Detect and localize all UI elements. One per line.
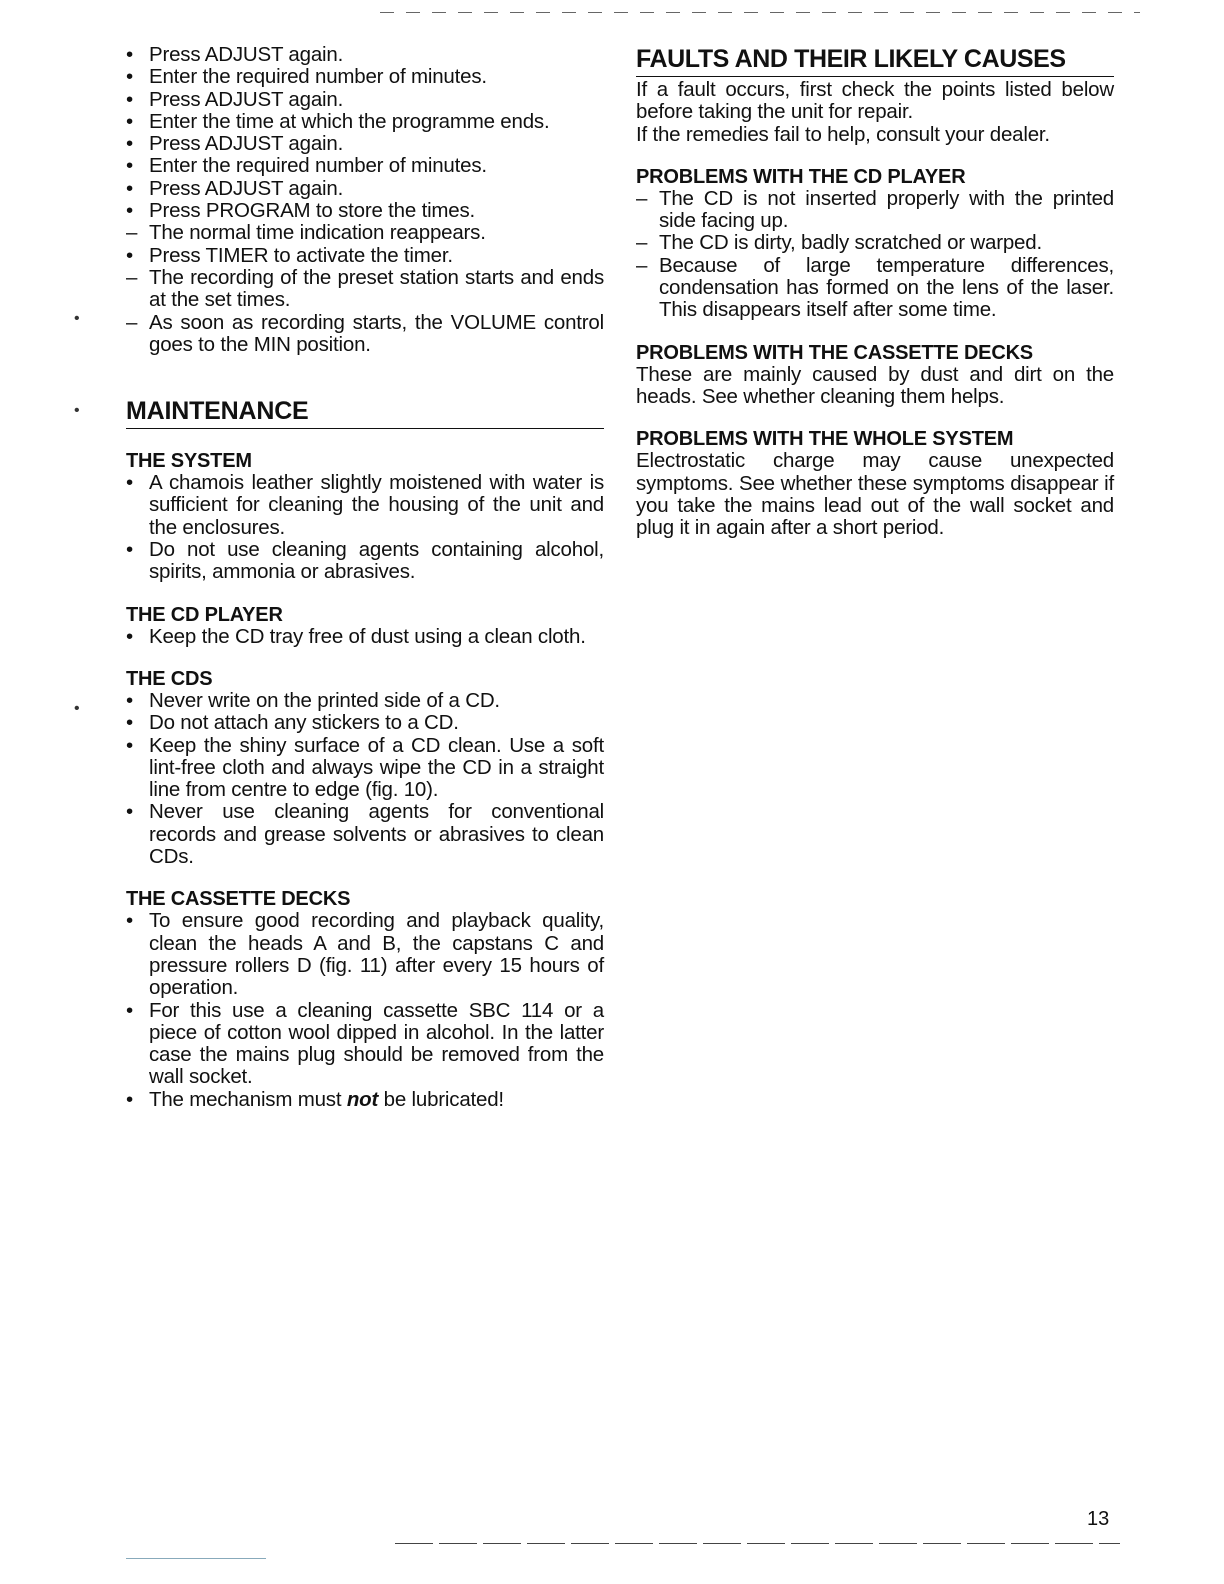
item-text: To ensure good recording and playback quality, clean the heads A and B, the capstans C and pressure rollers D (fig. 11) after every 15 hours of operation. — [149, 909, 604, 1000]
list-item — [126, 712, 604, 734]
dash-marker: – — [636, 231, 648, 255]
margin-dot: • — [74, 402, 80, 419]
margin-dot: • — [74, 310, 80, 327]
item-text: The CD is dirty, badly scratched or warped. — [659, 231, 1042, 255]
list-item — [636, 232, 1114, 254]
system-list — [126, 472, 604, 583]
bullet-marker: • — [126, 800, 133, 824]
bullet-marker: • — [126, 909, 133, 933]
dash-marker: – — [636, 253, 648, 277]
cd-player-list — [126, 626, 604, 648]
list-item — [126, 66, 604, 88]
item-text-before: The mechanism must — [149, 1087, 347, 1111]
bullet-marker: • — [126, 711, 133, 735]
bullet-marker: • — [126, 733, 133, 757]
cassette-decks-heading: THE CASSETTE DECKS — [126, 888, 351, 911]
item-text: The CD is not inserted properly with the printed side facing up. — [659, 186, 1114, 233]
bullet-marker: • — [126, 538, 133, 562]
list-item — [126, 910, 604, 999]
list-item — [636, 188, 1114, 233]
list-item — [126, 111, 604, 133]
list-item — [126, 245, 604, 267]
system-heading: THE SYSTEM — [126, 450, 252, 473]
cd-player-heading: THE CD PLAYER — [126, 603, 283, 626]
list-item — [126, 472, 604, 539]
page-number: 13 — [1087, 1508, 1110, 1530]
dash-marker: – — [636, 186, 648, 210]
bullet-marker: • — [126, 109, 133, 133]
dash-marker: – — [126, 310, 138, 334]
item-text: Do not use cleaning agents containing alcohol, spirits, ammonia or abrasives. — [149, 538, 604, 584]
scan-artifact-bottom — [395, 1543, 1120, 1544]
list-item — [126, 690, 604, 712]
item-text: Never write on the printed side of a CD. — [149, 688, 500, 712]
item-text: As soon as recording starts, the VOLUME control goes to the MIN position. — [149, 310, 604, 356]
list-item — [126, 626, 604, 648]
list-item — [126, 222, 604, 244]
list-item — [126, 1000, 604, 1089]
bullet-marker: • — [126, 199, 133, 223]
bullet-marker: • — [126, 243, 133, 267]
item-text: Do not attach any stickers to a CD. — [149, 711, 459, 735]
list-item — [126, 44, 604, 66]
problems-cassette-heading: PROBLEMS WITH THE CASSETTE DECKS — [636, 341, 1033, 364]
cds-heading: THE CDS — [126, 667, 213, 690]
item-text: Keep the shiny surface of a CD clean. Use a soft lint-free cloth and always wipe the CD in a straight line from centre to edge (fig. 10). — [149, 733, 604, 802]
bullet-marker: • — [126, 132, 133, 156]
list-item — [126, 539, 604, 584]
item-text: Press PROGRAM to store the times. — [149, 199, 476, 223]
timer-steps-list — [126, 44, 604, 356]
list-item — [636, 255, 1114, 322]
item-text: The normal time indication reappears. — [149, 221, 486, 245]
list-item — [126, 801, 604, 868]
margin-dot: • — [74, 700, 80, 717]
left-column — [126, 44, 604, 1111]
dash-marker: – — [126, 221, 138, 245]
list-item — [126, 89, 604, 111]
bullet-marker: • — [126, 471, 133, 495]
cds-list — [126, 690, 604, 868]
faults-intro-paragraph: If a fault occurs, first check the points listed below before taking the unit for repair. — [636, 78, 1114, 124]
bullet-marker: • — [126, 1087, 133, 1111]
list-item — [126, 1089, 604, 1111]
item-text: Because of large temperature differences, condensation has formed on the lens of the laser. This disappears itself after some time. — [659, 253, 1114, 322]
list-item — [126, 133, 604, 155]
list-item — [126, 735, 604, 802]
list-item — [126, 267, 604, 312]
dash-marker: – — [126, 265, 138, 289]
bullet-marker: • — [126, 154, 133, 178]
item-text: Enter the required number of minutes. — [149, 154, 487, 178]
item-text: Press ADJUST again. — [149, 43, 344, 66]
item-text: Press ADJUST again. — [149, 176, 344, 200]
problems-whole-system-text: Electrostatic charge may cause unexpected symptoms. See whether these symptoms disappear if you take the mains lead out of the wall socket and plug it in again after a short period. — [636, 449, 1114, 540]
item-text: Never use cleaning agents for conventional records and grease solvents or abrasives to clean CDs. — [149, 800, 604, 869]
maintenance-heading: MAINTENANCE — [126, 396, 604, 429]
item-text: Enter the required number of minutes. — [149, 65, 487, 89]
list-item — [126, 155, 604, 177]
bullet-marker: • — [126, 998, 133, 1022]
list-item — [126, 178, 604, 200]
item-text: The recording of the preset station starts and ends at the set times. — [149, 265, 604, 312]
problems-whole-system-heading: PROBLEMS WITH THE WHOLE SYSTEM — [636, 428, 1014, 451]
bullet-marker: • — [126, 624, 133, 648]
cassette-decks-list — [126, 910, 604, 1111]
bullet-marker: • — [126, 43, 133, 66]
item-text: For this use a cleaning cassette SBC 114 or a piece of cotton wool dipped in alcohol. In the latter case the mains plug should be removed from the wall socket. — [149, 998, 604, 1089]
scan-artifact-top — [380, 12, 1140, 13]
problems-cd-player-heading: PROBLEMS WITH THE CD PLAYER — [636, 165, 966, 188]
item-text: Press ADJUST again. — [149, 87, 344, 111]
problems-cd-player-list — [636, 188, 1114, 322]
problems-cassette-text: These are mainly caused by dust and dirt on the heads. See whether cleaning them helps. — [636, 362, 1114, 408]
item-text: A chamois leather slightly moistened with water is sufficient for cleaning the housing of the unit and the enclosures. — [149, 471, 604, 539]
item-text: Enter the time at which the programme ends. — [149, 109, 550, 133]
scan-artifact-bottom-left — [126, 1558, 266, 1559]
bullet-marker: • — [126, 176, 133, 200]
list-item — [126, 312, 604, 357]
faults-intro-dealer: If the remedies fail to help, consult your dealer. — [636, 122, 1050, 146]
item-text: Keep the CD tray free of dust using a clean cloth. — [149, 624, 586, 648]
item-text-after: be lubricated! — [378, 1087, 504, 1111]
bullet-marker: • — [126, 65, 133, 89]
right-column — [636, 44, 1114, 539]
item-text: Press ADJUST again. — [149, 132, 344, 156]
item-text: Press TIMER to activate the timer. — [149, 243, 453, 267]
bullet-marker: • — [126, 87, 133, 111]
emphasis-text: not — [346, 1087, 379, 1111]
faults-heading: FAULTS AND THEIR LIKELY CAUSES — [636, 44, 1114, 77]
list-item — [126, 200, 604, 222]
bullet-marker: • — [126, 688, 133, 712]
